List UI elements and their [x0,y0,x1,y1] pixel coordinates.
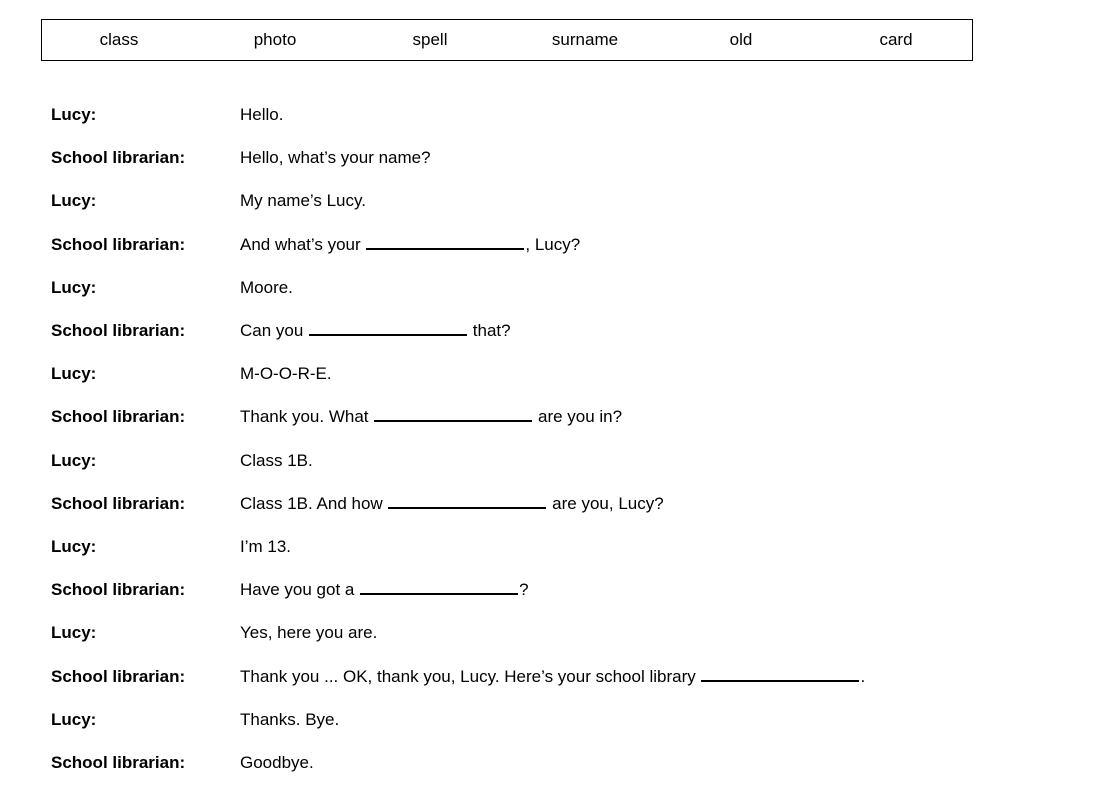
speaker-name: Lucy: [51,364,97,383]
utterance-text: Moore. [240,278,293,297]
speaker-name: School librarian: [51,494,186,513]
dialogue-line [0,621,1115,645]
utterance-text: Thank you ... OK, thank you, Lucy. Here’s your school library [240,667,696,686]
utterance-text: Can you [240,321,304,340]
word-bank-item: surname [551,30,619,49]
utterance-text-after: ? [519,580,529,599]
speaker-name: School librarian: [51,321,186,340]
fill-in-blank[interactable] [360,578,518,595]
speaker-name: Lucy: [51,451,97,470]
utterance [240,103,283,127]
dialogue-line [0,405,1115,429]
speaker-name: Lucy: [51,278,97,297]
fill-in-blank[interactable] [366,233,524,250]
word-bank-item: spell [412,30,448,49]
utterance [240,146,431,170]
speaker-name: School librarian: [51,753,186,772]
utterance [240,535,291,559]
utterance [240,405,622,429]
utterance [240,578,529,602]
utterance [240,449,313,473]
utterance-text: Class 1B. And how [240,494,383,513]
utterance-text-after: are you in? [537,407,623,426]
speaker-name: Lucy: [51,105,97,124]
dialogue-line [0,233,1115,257]
dialogue-line [0,492,1115,516]
dialogue-line [0,276,1115,300]
speaker-name: Lucy: [51,537,97,556]
fill-in-blank[interactable] [388,492,546,509]
utterance-text: And what’s your [240,235,361,254]
utterance-text: I’m 13. [240,537,292,556]
dialogue-line [0,578,1115,602]
utterance [240,276,293,300]
fill-in-blank[interactable] [701,665,859,682]
speaker-name: School librarian: [51,580,186,599]
utterance-text: Have you got a [240,580,355,599]
dialogue-line [0,103,1115,127]
word-bank-box [41,19,973,61]
utterance [240,621,377,645]
utterance [240,492,664,516]
word-bank-item: photo [253,30,297,49]
utterance [240,189,366,213]
dialogue-line [0,319,1115,343]
utterance-text-after: are you, Lucy? [552,494,664,513]
utterance-text-after: . [860,667,866,686]
utterance [240,362,332,386]
speaker-name: School librarian: [51,235,186,254]
fill-in-blank[interactable] [309,319,467,336]
utterance-text-after: that? [472,321,511,340]
speaker-name: Lucy: [51,710,97,729]
dialogue-line [0,708,1115,732]
speaker-name: School librarian: [51,407,186,426]
utterance-text: Thank you. What [240,407,369,426]
speaker-name: Lucy: [51,191,97,210]
utterance [240,319,511,343]
speaker-name: School librarian: [51,667,186,686]
utterance [240,233,580,257]
word-bank-item: class [99,30,139,49]
utterance-text: Thanks. Bye. [240,710,340,729]
speaker-name: School librarian: [51,148,186,167]
utterance-text: Hello. [240,105,284,124]
utterance-text: Goodbye. [240,753,314,772]
dialogue-line [0,535,1115,559]
speaker-name: Lucy: [51,623,97,642]
utterance-text: Yes, here you are. [240,623,378,642]
utterance [240,751,314,775]
dialogue-line [0,665,1115,689]
utterance [240,708,339,732]
dialogue-line [0,146,1115,170]
utterance-text: My name’s Lucy. [240,191,366,210]
utterance-text: Hello, what’s your name? [240,148,431,167]
word-bank-item: old [729,30,753,49]
utterance [240,665,865,689]
dialogue-line [0,189,1115,213]
word-bank-item: card [879,30,913,49]
dialogue-line [0,362,1115,386]
utterance-text-after: , Lucy? [525,235,581,254]
utterance-text: M-O-O-R-E. [240,364,332,383]
utterance-text: Class 1B. [240,451,313,470]
dialogue-line [0,449,1115,473]
dialogue-line [0,751,1115,775]
fill-in-blank[interactable] [374,405,532,422]
